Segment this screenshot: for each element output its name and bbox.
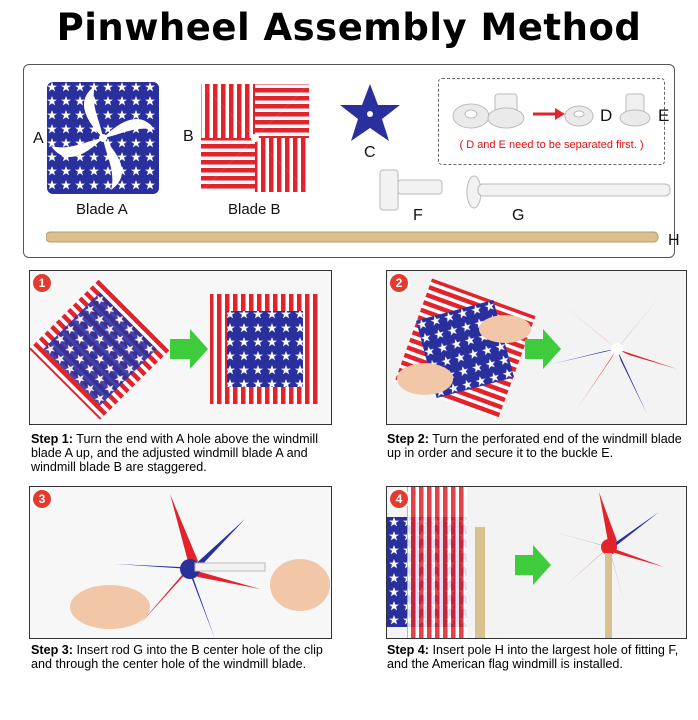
de-parts-image	[445, 88, 625, 138]
step-2-image	[386, 270, 687, 425]
step-4-text	[387, 643, 692, 671]
step-4-body: Insert pole H into the largest hole of fitting F, and the American flag windmill is installed.	[387, 643, 679, 671]
step-4-image	[386, 486, 687, 639]
part-letter-f: F	[413, 207, 423, 224]
step-2-text	[387, 432, 692, 460]
part-letter-e: E	[658, 106, 670, 125]
step-3-body: Insert rod G into the B center hole of the clip and through the center hole of the windmill blade.	[31, 643, 323, 671]
part-letter-h: H	[668, 232, 680, 249]
step-1-prefix: Step 1:	[31, 432, 73, 446]
step-3-image	[29, 486, 332, 639]
step-4-badge: 4	[388, 488, 410, 510]
part-f-image	[376, 166, 446, 214]
part-label-blade-a: Blade A	[76, 201, 128, 218]
separation-note: ( D and E need to be separated first. )	[459, 139, 644, 151]
part-h-image	[46, 230, 660, 244]
step-4-prefix: Step 4:	[387, 643, 429, 657]
part-letter-d: D	[600, 106, 613, 125]
part-letter-g: G	[512, 207, 525, 224]
step-1-text	[31, 432, 351, 474]
step-2-badge: 2	[388, 272, 410, 294]
step-1-image	[29, 270, 332, 425]
star-c-image	[338, 82, 402, 144]
part-g-image	[464, 172, 674, 212]
page-title: Pinwheel Assembly Method	[56, 6, 642, 49]
part-letter-c: C	[364, 144, 376, 161]
part-label-blade-b: Blade B	[228, 201, 281, 218]
step-3-text	[31, 643, 341, 671]
part-letter-b: B	[183, 128, 194, 145]
step-2-prefix: Step 2:	[387, 432, 429, 446]
part-letter-a: A	[33, 130, 44, 147]
step-3-badge: 3	[31, 488, 53, 510]
step-3-prefix: Step 3:	[31, 643, 73, 657]
step-1-body: Turn the end with A hole above the windmill blade A up, and the adjusted windmill blade A and windmill blade B are staggered.	[31, 432, 319, 474]
part-e-image	[618, 92, 652, 128]
step-2-body: Turn the perforated end of the windmill blade up in order and secure it to the buckle E.	[387, 432, 682, 460]
blade-a-image	[45, 80, 161, 196]
blade-b-image	[197, 80, 313, 196]
step-1-badge: 1	[31, 272, 53, 294]
